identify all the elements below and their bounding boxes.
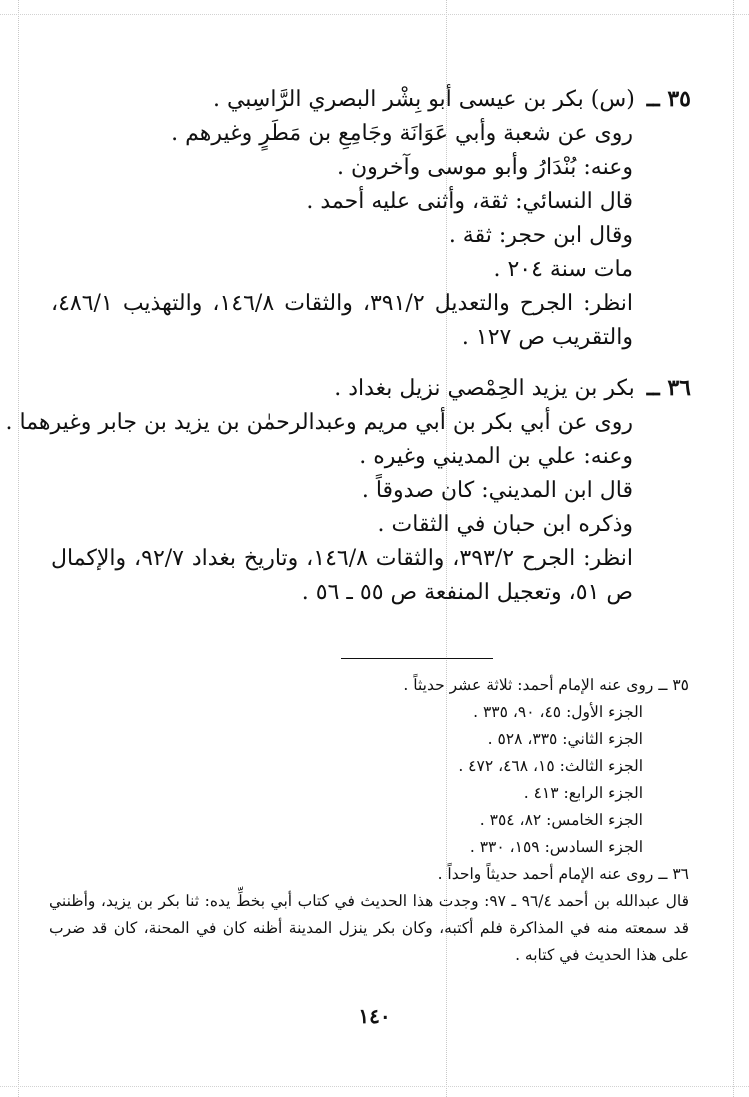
entry-line: روى عن شعبة وأبي عَوَانَة وجَامِعِ بن مَطَرٍ وغيرهم .	[171, 121, 633, 146]
footnote-part: الجزء الرابع: ٤١٣ .	[523, 784, 643, 802]
entry-number: ٣٥ ــ	[646, 86, 691, 112]
footnote-36-heading: ٣٦ ــ روى عنه الإمام أحمد حديثاً واحداً .	[437, 865, 689, 883]
footnotes	[49, 672, 689, 969]
entry-references: انظر: الجرح ٣٩٣/٢، والثقات ١٤٦/٨، وتاريخ بغداد ٩٢/٧، والإكمال ص ٥١، وتعجيل المنفعة ص ٥٥ ـ ٥٦ .	[51, 546, 633, 605]
main-text	[5, 82, 691, 610]
footnote-35-heading: ٣٥ ــ روى عنه الإمام أحمد: ثلاثة عشر حديثاً .	[403, 676, 689, 694]
entry-title: (س) بكر بن عيسى أبو بِشْر البصري الرَّاسِبي .	[212, 87, 635, 112]
entry-line: وعنه: علي بن المديني وغيره .	[359, 444, 633, 469]
page-guide-line	[0, 14, 749, 15]
entry-references: انظر: الجرح والتعديل ٣٩١/٢، والثقات ١٤٦/٨، والتهذيب ٤٨٦/١، والتقريب ص ١٢٧ .	[51, 291, 633, 350]
footnote-part: الجزء السادس: ١٥٩، ٣٣٠ .	[469, 838, 643, 856]
footnote-separator	[341, 658, 493, 659]
entry-line: قال النسائي: ثقة، وأثنى عليه أحمد .	[306, 189, 633, 214]
entry-36	[5, 371, 691, 610]
entry-heading	[51, 82, 691, 117]
entry-line: وذكره ابن حبان في الثقات .	[377, 512, 633, 537]
entry-heading	[51, 371, 691, 406]
entry-number: ٣٦ ــ	[646, 375, 691, 401]
page-guide-line	[733, 0, 734, 1097]
entry-line: وقال ابن حجر: ثقة .	[448, 223, 633, 248]
entry-line: قال ابن المديني: كان صدوقاً .	[361, 478, 633, 503]
footnote-part: الجزء الأول: ٤٥، ٩٠، ٣٣٥ .	[473, 703, 643, 721]
entry-35	[51, 82, 691, 355]
page-guide-line	[18, 0, 19, 1097]
entry-line: مات سنة ٢٠٤ .	[493, 257, 633, 282]
footnote-36-text: قال عبدالله بن أحمد ٩٦/٤ ـ ٩٧: وجدت هذا الحديث في كتاب أبي بخطِّ يده: ثنا بكر بن يزيد، وأظنني قد سمعته منه في المذاكرة فلم أكتبه، وكان بكر ينزل المدينة أظنه كان في المحنة، كان قد ضرب على هذا الحديث في كتابه .	[49, 892, 689, 964]
page-guide-line	[0, 1086, 749, 1087]
footnote-part: الجزء الثاني: ٣٣٥، ٥٢٨ .	[487, 730, 643, 748]
entry-line: وعنه: بُنْدَارُ وأبو موسى وآخرون .	[336, 155, 633, 180]
footnote-part: الجزء الثالث: ١٥، ٤٦٨، ٤٧٢ .	[458, 757, 643, 775]
page-number: ١٤٠	[358, 1004, 391, 1028]
entry-title: بكر بن يزيد الحِمْصي نزيل بغداد .	[334, 376, 635, 401]
entry-line: روى عن أبي بكر بن أبي مريم وعبدالرحمٰن بن يزيد بن جابر وغيرهما .	[5, 410, 633, 435]
footnote-part: الجزء الخامس: ٨٢، ٣٥٤ .	[479, 811, 643, 829]
